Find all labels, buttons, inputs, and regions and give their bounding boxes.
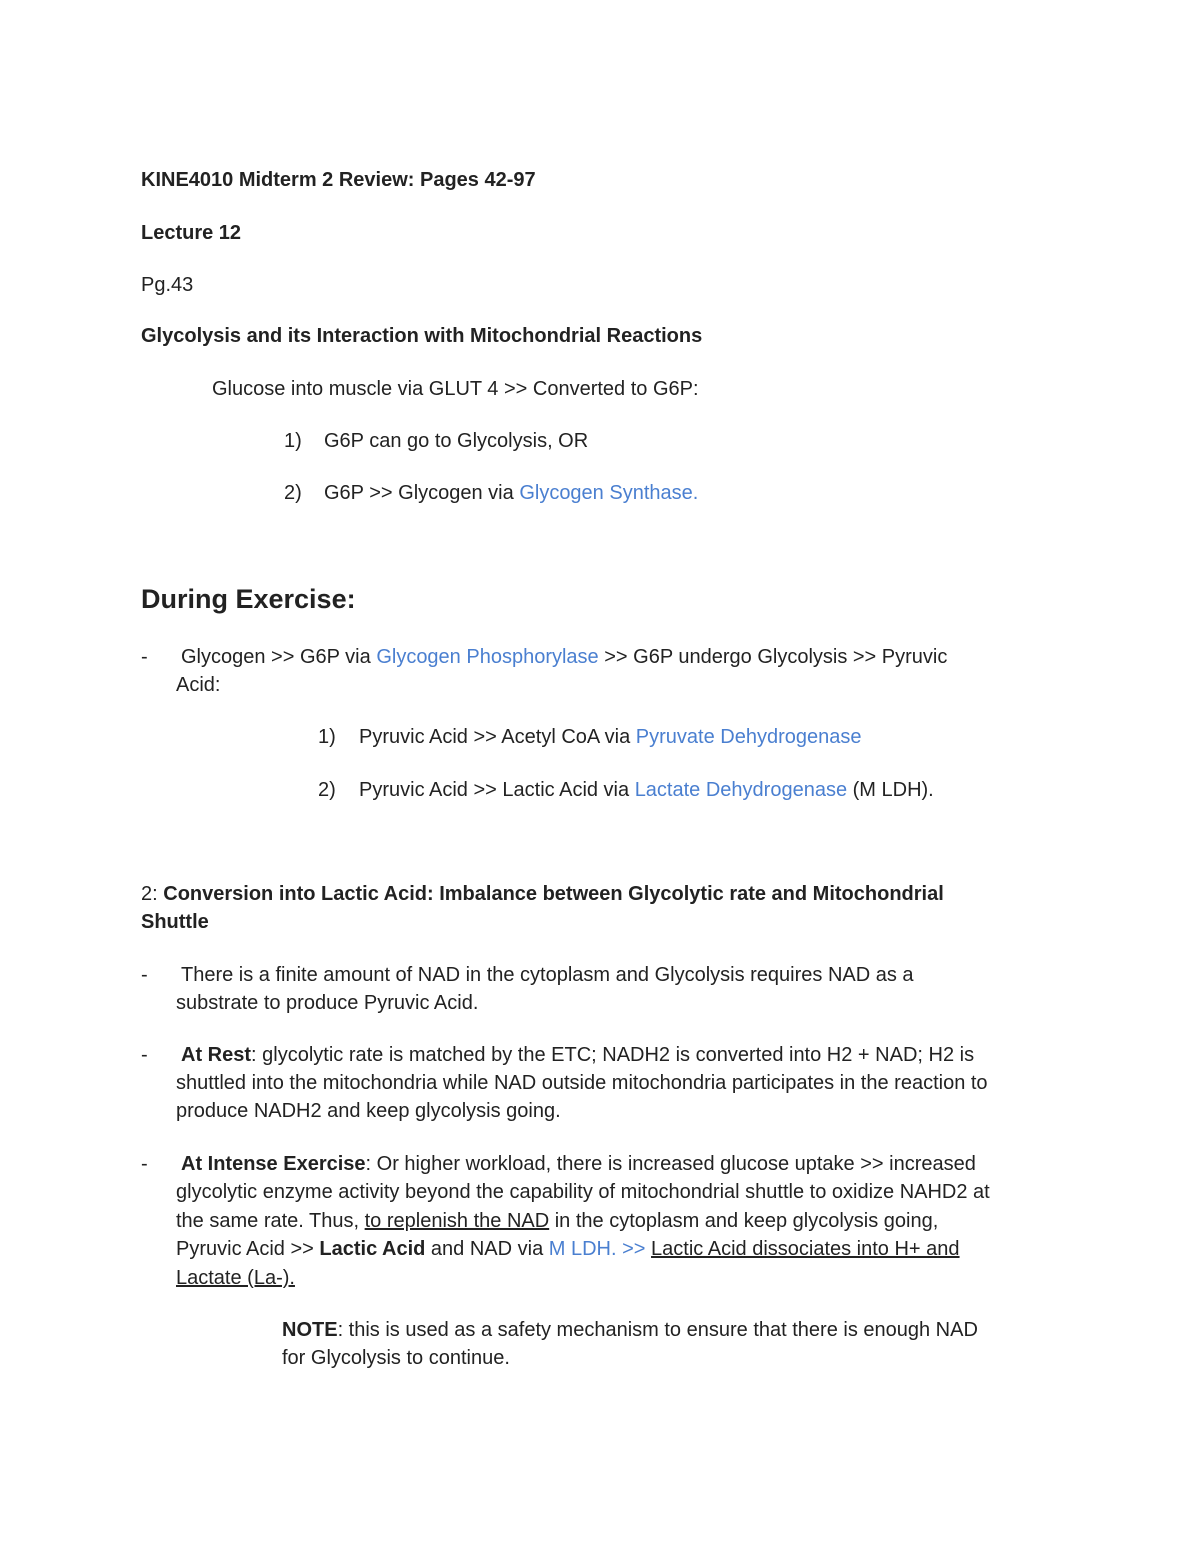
exercise-item-1-text: Pyruvic Acid >> Acetyl CoA via bbox=[359, 726, 636, 748]
enzyme-glycogen-synthase: Glycogen Synthase. bbox=[519, 482, 699, 504]
note-label: NOTE bbox=[282, 1319, 338, 1341]
at-rest-line-1 bbox=[181, 1041, 974, 1069]
glucose-intro: Glucose into muscle via GLUT 4 >> Converted to G6P: bbox=[212, 378, 699, 400]
exercise-item-1 bbox=[359, 723, 862, 751]
at-rest-line-2: shuttled into the mitochondria while NAD outside mitochondria participates in the reaction to bbox=[176, 1072, 988, 1094]
exercise-bullet-text: Glycogen >> G6P via bbox=[181, 646, 377, 668]
intense-exercise-line-3 bbox=[176, 1207, 938, 1235]
intense-exercise-line-2: glycolytic enzyme activity beyond the capability of mitochondrial shuttle to oxidize NAHD2 at bbox=[176, 1181, 990, 1203]
exercise-item-2-text: Pyruvic Acid >> Lactic Acid via bbox=[359, 779, 635, 801]
enzyme-pyruvate-dehydrogenase: Pyruvate Dehydrogenase bbox=[635, 726, 862, 748]
finite-nad-line-2: substrate to produce Pyruvic Acid. bbox=[176, 992, 479, 1014]
lecture-heading: Lecture 12 bbox=[141, 222, 242, 244]
intense-exercise-text-d: and NAD via bbox=[425, 1238, 549, 1260]
document-title: KINE4010 Midterm 2 Review: Pages 42-97 bbox=[141, 169, 536, 191]
intense-exercise-text-b: in the cytoplasm and keep glycolysis going, bbox=[549, 1210, 939, 1232]
exercise-bullet-line-2: Acid: bbox=[176, 674, 221, 696]
lactic-acid-dissociation-underlined: Lactic Acid dissociates into H+ and bbox=[651, 1238, 960, 1260]
glucose-item-2-number: 2) bbox=[284, 482, 302, 504]
at-rest-line-3: produce NADH2 and keep glycolysis going. bbox=[176, 1100, 561, 1122]
at-rest-label: At Rest bbox=[181, 1044, 252, 1066]
note-line-1 bbox=[282, 1316, 978, 1344]
intense-exercise-label: At Intense Exercise bbox=[181, 1153, 366, 1175]
conversion-heading-prefix: 2: bbox=[141, 883, 164, 905]
exercise-bullet-line-1 bbox=[181, 643, 947, 671]
finite-nad-line-1: There is a finite amount of NAD in the cytoplasm and Glycolysis requires NAD as a bbox=[181, 964, 914, 986]
exercise-item-2 bbox=[359, 776, 934, 804]
lactic-acid-bold: Lactic Acid bbox=[319, 1238, 426, 1260]
bullet-dash: - bbox=[141, 964, 148, 986]
enzyme-glycogen-phosphorylase: Glycogen Phosphorylase bbox=[376, 646, 599, 668]
glucose-item-1-number: 1) bbox=[284, 430, 302, 452]
note-line-2: for Glycolysis to continue. bbox=[282, 1347, 510, 1369]
exercise-bullet-text-end: >> G6P undergo Glycolysis >> Pyruvic bbox=[598, 646, 948, 668]
conversion-heading-line-1 bbox=[141, 880, 944, 908]
bullet-dash: - bbox=[141, 646, 148, 668]
enzyme-lactate-dehydrogenase: Lactate Dehydrogenase bbox=[634, 779, 848, 801]
exercise-item-2-text-end: (M LDH). bbox=[847, 779, 934, 801]
at-rest-text: : glycolytic rate is matched by the ETC; NADH2 is converted into H2 + NAD; H2 is bbox=[251, 1044, 975, 1066]
enzyme-m-ldh: M LDH. >> bbox=[548, 1238, 646, 1260]
during-exercise-heading: During Exercise: bbox=[141, 584, 356, 614]
lactate-underlined: Lactate (La-). bbox=[176, 1267, 295, 1289]
intense-exercise-text: : Or higher workload, there is increased glucose uptake >> increased bbox=[365, 1153, 976, 1175]
intense-exercise-line-1 bbox=[181, 1150, 976, 1178]
glucose-item-1: G6P can go to Glycolysis, OR bbox=[324, 430, 589, 452]
page-reference: Pg.43 bbox=[141, 274, 194, 296]
conversion-heading-bold: Conversion into Lactic Acid: Imbalance between Glycolytic rate and Mitochondrial bbox=[163, 883, 944, 905]
bullet-dash: - bbox=[141, 1153, 148, 1175]
exercise-item-2-number: 2) bbox=[318, 779, 336, 801]
intense-exercise-line-4 bbox=[176, 1235, 960, 1263]
bullet-dash: - bbox=[141, 1044, 148, 1066]
glucose-item-2-text: G6P >> Glycogen via bbox=[324, 482, 520, 504]
intense-exercise-text-c: Pyruvic Acid >> bbox=[176, 1238, 320, 1260]
section-heading-glycolysis: Glycolysis and its Interaction with Mitochondrial Reactions bbox=[141, 325, 703, 347]
note-text: : this is used as a safety mechanism to ensure that there is enough NAD bbox=[337, 1319, 978, 1341]
glucose-item-2 bbox=[324, 479, 698, 507]
replenish-nad-underlined: to replenish the NAD bbox=[364, 1210, 550, 1232]
intense-exercise-line-5 bbox=[176, 1264, 295, 1292]
intense-exercise-text-a: the same rate. Thus, bbox=[176, 1210, 365, 1232]
exercise-item-1-number: 1) bbox=[318, 726, 336, 748]
conversion-heading-line-2: Shuttle bbox=[141, 911, 209, 933]
